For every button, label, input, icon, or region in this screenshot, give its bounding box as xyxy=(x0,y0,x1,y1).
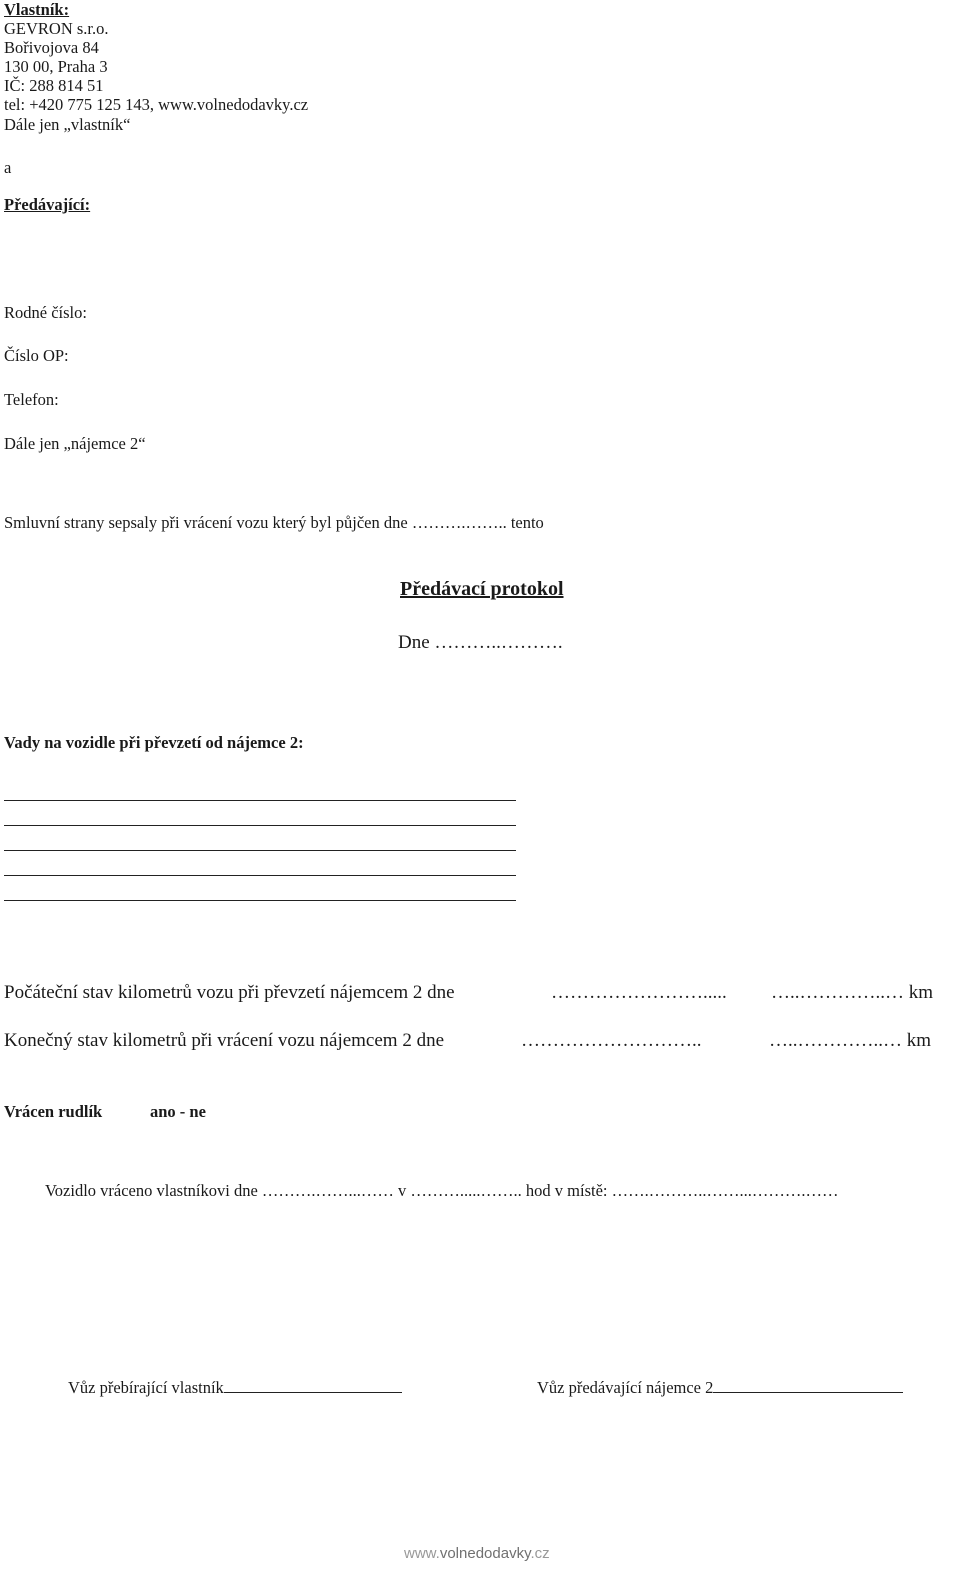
defects-line-5 xyxy=(4,900,516,901)
owner-signature-line xyxy=(224,1377,402,1393)
defects-line-4 xyxy=(4,875,516,876)
conjunction: a xyxy=(4,158,12,177)
defects-line-2 xyxy=(4,825,516,826)
mileage-end-label: Konečný stav kilometrů při vrácení vozu nájemcem 2 dne xyxy=(4,1030,445,1051)
footer-suffix: .cz xyxy=(530,1545,550,1562)
footer-domain: volnedodavky xyxy=(439,1545,531,1562)
id-card-label: Číslo OP: xyxy=(4,346,69,365)
owner-signature xyxy=(68,1377,402,1397)
footer-prefix: www. xyxy=(404,1545,440,1562)
mileage-start-label: Počáteční stav kilometrů vozu při převzetí nájemcem 2 dne xyxy=(4,982,455,1003)
intro-text: Smluvní strany sepsaly při vrácení vozu který byl půjčen dne ……….…….. tento xyxy=(4,513,544,532)
owner-ico: IČ: 288 814 51 xyxy=(4,76,104,95)
owner-heading: Vlastník: xyxy=(4,0,70,19)
lessee-signature xyxy=(537,1377,903,1397)
transferor-alias: Dále jen „nájemce 2“ xyxy=(4,434,146,453)
phone-label: Telefon: xyxy=(4,390,59,409)
return-line: Vozidlo vráceno vlastníkovi dne ……….……...…… v ……….....…….. hod v místě: …….………..……...……….…… xyxy=(45,1181,839,1200)
lessee-signature-label: Vůz předávající nájemce 2 xyxy=(537,1378,714,1397)
owner-alias: Dále jen „vlastník“ xyxy=(4,115,131,134)
mileage-end-value: …..…………..… km xyxy=(769,1030,932,1051)
transferor-heading: Předávající: xyxy=(4,195,91,214)
defects-line-1 xyxy=(4,800,516,801)
hand-truck-label: Vrácen rudlík xyxy=(4,1102,103,1121)
owner-company: GEVRON s.r.o. xyxy=(4,19,109,38)
mileage-start-date: ……………………..... xyxy=(551,982,727,1003)
owner-contact: tel: +420 775 125 143, www.volnedodavky.cz xyxy=(4,95,309,114)
mileage-start-value: …..…………..… km xyxy=(771,982,934,1003)
mileage-end-date: ……………………….. xyxy=(521,1030,702,1051)
owner-signature-label: Vůz přebírající vlastník xyxy=(68,1378,224,1397)
birth-number-label: Rodné číslo: xyxy=(4,303,87,322)
owner-street: Bořivojova 84 xyxy=(4,38,99,57)
protocol-date-line: Dne ………..………. xyxy=(398,632,563,653)
lessee-signature-line xyxy=(713,1377,903,1393)
defects-line-3 xyxy=(4,850,516,851)
owner-city: 130 00, Praha 3 xyxy=(4,57,108,76)
defects-heading: Vady na vozidle při převzetí od nájemce 2: xyxy=(4,733,304,752)
hand-truck-options: ano - ne xyxy=(150,1102,206,1121)
protocol-title: Předávací protokol xyxy=(400,578,564,600)
footer-watermark xyxy=(404,1545,550,1562)
